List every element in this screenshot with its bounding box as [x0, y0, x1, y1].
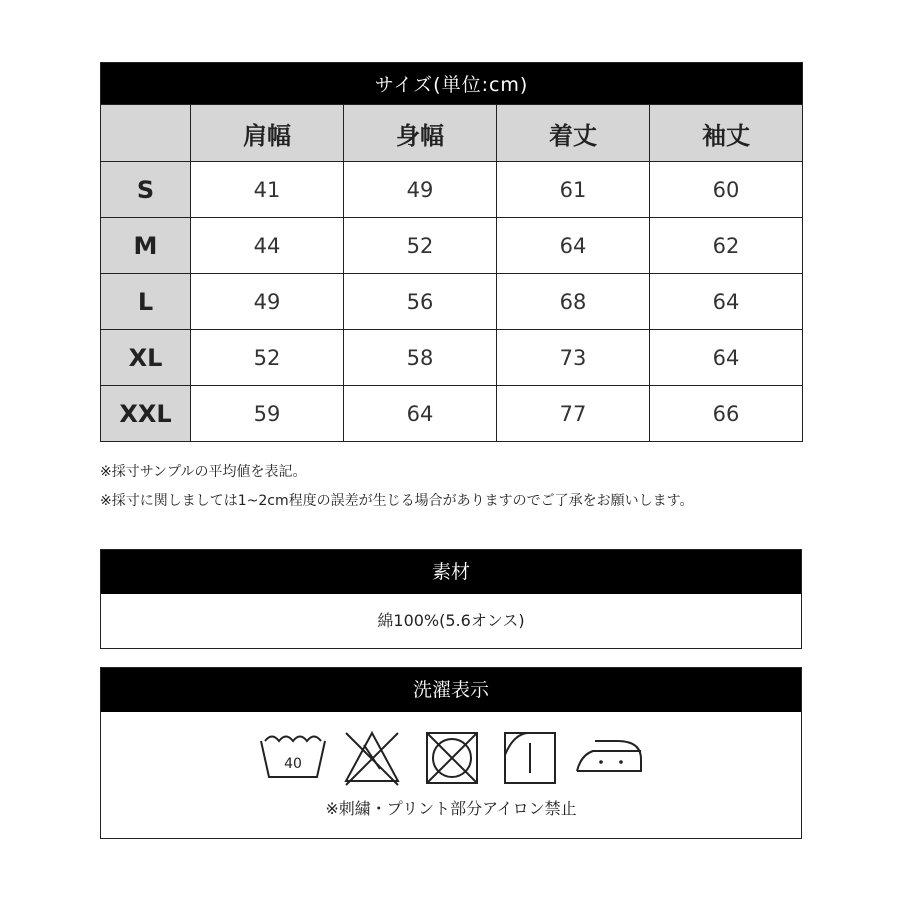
column-header-length: 着丈 [497, 105, 650, 162]
size-label: XL [101, 330, 191, 386]
care-section [100, 667, 802, 839]
table-row [101, 386, 803, 442]
table-cell: 59 [191, 386, 344, 442]
wash-40-icon [259, 729, 327, 781]
table-cell: 64 [650, 274, 803, 330]
table-row [101, 330, 803, 386]
table-cell: 61 [497, 162, 650, 218]
table-cell: 44 [191, 218, 344, 274]
table-cell: 64 [650, 330, 803, 386]
material-title: 素材 [101, 550, 801, 594]
tolerance-note: ※採寸に関しましては1~2cm程度の誤差が生じる場合がありますのでご了承をお願いします。 [100, 493, 694, 509]
column-header-body-width: 身幅 [344, 105, 497, 162]
table-row [101, 274, 803, 330]
table-cell: 64 [497, 218, 650, 274]
measurement-note: ※採寸サンプルの平均値を表記。 [100, 464, 307, 480]
line-dry-icon [501, 729, 559, 787]
size-label: S [101, 162, 191, 218]
table-cell: 77 [497, 386, 650, 442]
table-cell: 58 [344, 330, 497, 386]
table-cell: 60 [650, 162, 803, 218]
table-cell: 66 [650, 386, 803, 442]
table-cell: 41 [191, 162, 344, 218]
table-cell: 49 [344, 162, 497, 218]
material-text: 綿100%(5.6オンス) [377, 611, 525, 630]
table-cell: 73 [497, 330, 650, 386]
size-label: M [101, 218, 191, 274]
table-cell: 49 [191, 274, 344, 330]
no-bleach-icon [343, 729, 401, 787]
table-row [101, 218, 803, 274]
table-cell: 64 [344, 386, 497, 442]
table-cell: 68 [497, 274, 650, 330]
size-label: XXL [101, 386, 191, 442]
wash-temperature: 40 [284, 756, 302, 772]
care-title: 洗濯表示 [101, 668, 801, 712]
no-tumble-dry-icon [423, 729, 481, 787]
care-caption: ※刺繍・プリント部分アイロン禁止 [325, 799, 577, 818]
column-header-sleeve: 袖丈 [650, 105, 803, 162]
table-row [101, 162, 803, 218]
iron-low-icon [571, 729, 645, 781]
size-label: L [101, 274, 191, 330]
size-table-title: サイズ(単位:cm) [101, 63, 803, 105]
table-cell: 62 [650, 218, 803, 274]
header-corner [101, 105, 191, 162]
column-header-shoulder: 肩幅 [191, 105, 344, 162]
material-section [100, 549, 802, 649]
table-cell: 52 [344, 218, 497, 274]
care-icons [101, 712, 801, 798]
table-cell: 52 [191, 330, 344, 386]
size-table [100, 62, 803, 442]
table-cell: 56 [344, 274, 497, 330]
